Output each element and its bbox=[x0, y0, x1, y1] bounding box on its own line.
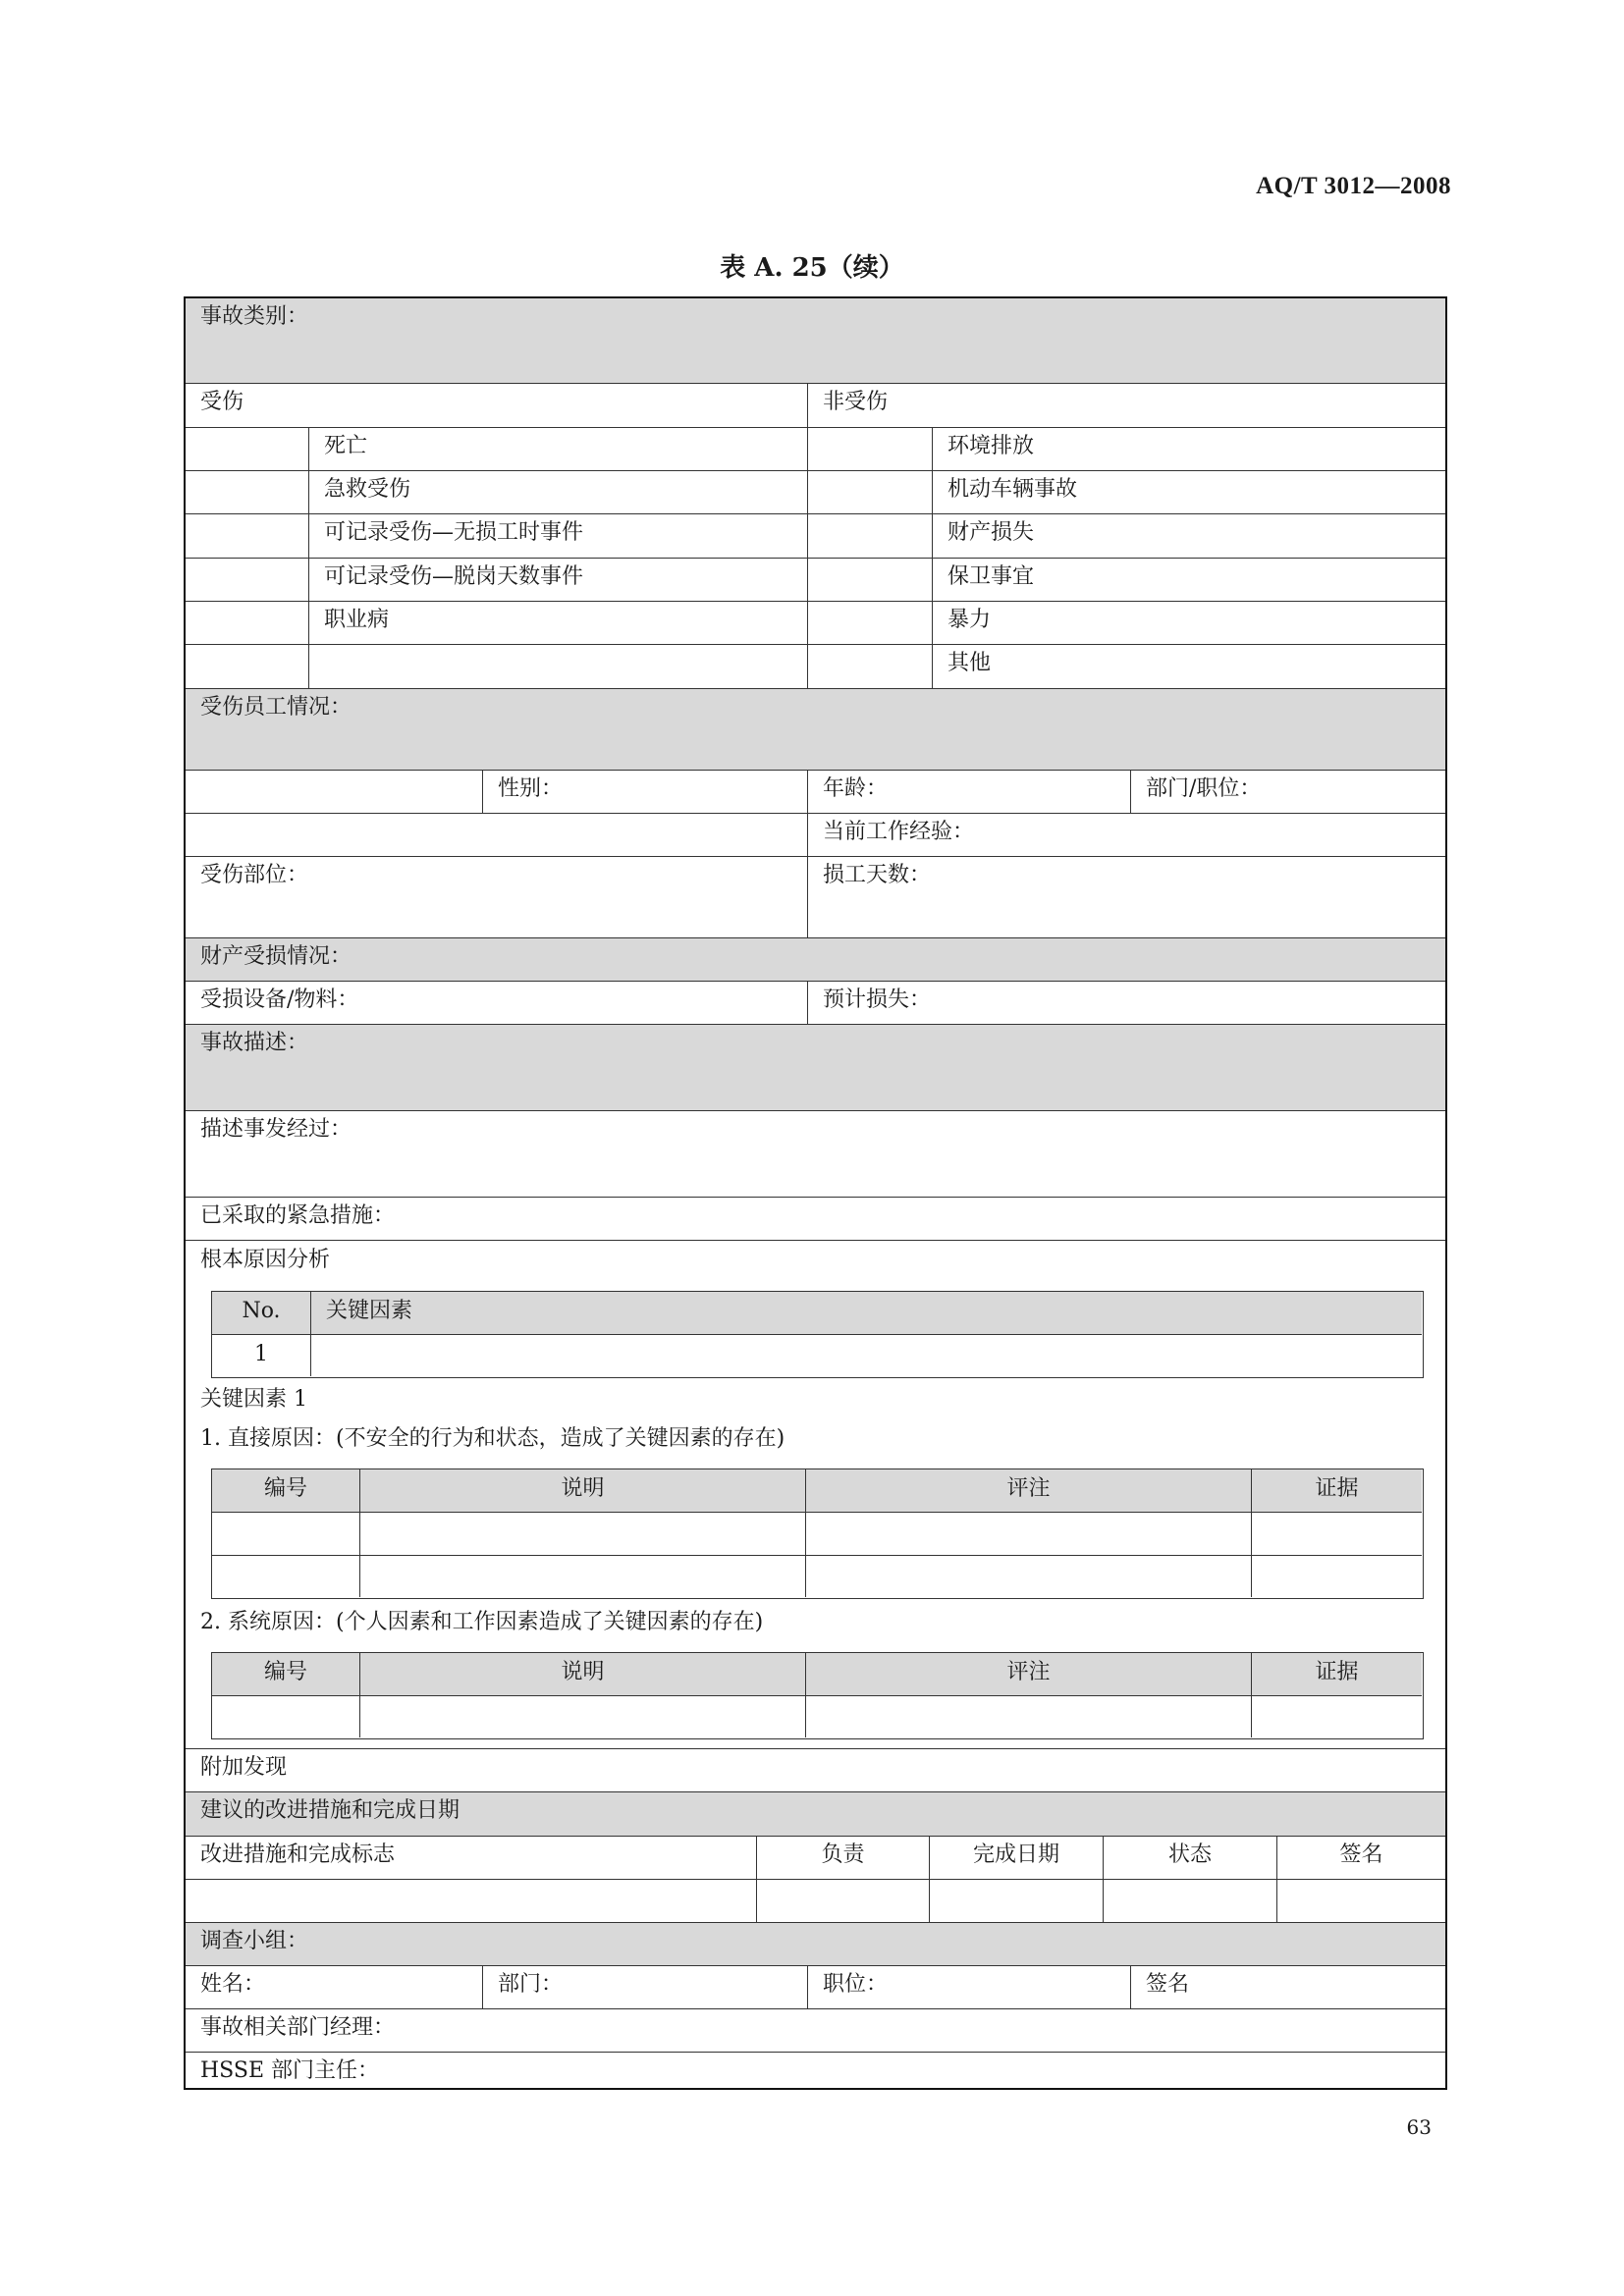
accident-description-title: 事故描述： bbox=[186, 1025, 1445, 1111]
injury-checkbox-cell[interactable] bbox=[186, 514, 309, 559]
additional-findings[interactable]: 附加发现 bbox=[186, 1749, 1445, 1792]
non-injury-item: 环境排放 bbox=[933, 428, 1445, 471]
gender-field[interactable]: 性别： bbox=[483, 771, 808, 814]
evidence-header: 证据 bbox=[1252, 1469, 1422, 1513]
explanation-header: 说明 bbox=[360, 1469, 806, 1513]
lost-work-days-field[interactable]: 损工天数： bbox=[808, 857, 1445, 938]
non-injury-checkbox-cell[interactable] bbox=[808, 428, 933, 471]
cause-cell[interactable] bbox=[212, 1556, 360, 1597]
cause-cell[interactable] bbox=[1252, 1513, 1422, 1556]
non-injury-checkbox-cell[interactable] bbox=[808, 559, 933, 602]
team-position-field[interactable]: 职位： bbox=[808, 1966, 1131, 2009]
improvement-cell[interactable] bbox=[757, 1880, 930, 1923]
table-title: 表 A. 25（续） bbox=[720, 253, 904, 283]
injury-item bbox=[309, 645, 808, 689]
injury-item: 可记录受伤—无损工时事件 bbox=[309, 514, 808, 559]
cause-cell[interactable] bbox=[806, 1513, 1252, 1556]
system-cause-title: 2. 系统原因：(个人因素和工作因素造成了关键因素的存在) bbox=[200, 1610, 764, 1634]
injury-checkbox-cell[interactable] bbox=[186, 428, 309, 471]
incident-process-field[interactable]: 描述事发经过： bbox=[186, 1111, 1445, 1198]
cause-cell[interactable] bbox=[806, 1556, 1252, 1597]
cause-cell[interactable] bbox=[360, 1513, 806, 1556]
comment-header: 评注 bbox=[806, 1469, 1252, 1513]
team-name-field[interactable]: 姓名： bbox=[186, 1966, 483, 2009]
department-manager-field[interactable]: 事故相关部门经理： bbox=[186, 2009, 1445, 2053]
blank-field[interactable] bbox=[186, 814, 808, 857]
system-cause-table bbox=[211, 1652, 1424, 1739]
number-header: 编号 bbox=[212, 1653, 360, 1696]
number-header: 编号 bbox=[212, 1469, 360, 1513]
root-cause-title: 根本原因分析 bbox=[200, 1248, 331, 1272]
non-injury-checkbox-cell[interactable] bbox=[808, 602, 933, 645]
damaged-equipment-field[interactable]: 受损设备/物料： bbox=[186, 982, 808, 1025]
non-injury-item: 财产损失 bbox=[933, 514, 1445, 559]
improvement-cell[interactable] bbox=[186, 1880, 757, 1923]
injury-checkbox-cell[interactable] bbox=[186, 559, 309, 602]
employee-name-field[interactable] bbox=[186, 771, 483, 814]
work-experience-field[interactable]: 当前工作经验： bbox=[808, 814, 1445, 857]
cause-cell[interactable] bbox=[212, 1696, 360, 1737]
emergency-measures-field[interactable]: 已采取的紧急措施： bbox=[186, 1198, 1445, 1241]
page-number: 63 bbox=[1406, 2115, 1432, 2139]
cause-cell[interactable] bbox=[360, 1556, 806, 1597]
evidence-header: 证据 bbox=[1252, 1653, 1422, 1696]
improvement-cell[interactable] bbox=[1104, 1880, 1277, 1923]
investigation-team-title: 调查小组： bbox=[186, 1923, 1445, 1966]
improvement-measure-header: 改进措施和完成标志 bbox=[186, 1837, 757, 1880]
signature-header: 签名 bbox=[1277, 1837, 1445, 1880]
cause-cell[interactable] bbox=[806, 1696, 1252, 1737]
improvement-cell[interactable] bbox=[930, 1880, 1104, 1923]
key-factor-number: 1 bbox=[212, 1335, 311, 1376]
cause-cell[interactable] bbox=[212, 1513, 360, 1556]
comment-header: 评注 bbox=[806, 1653, 1252, 1696]
non-injury-checkbox-cell[interactable] bbox=[808, 514, 933, 559]
team-department-field[interactable]: 部门： bbox=[483, 1966, 808, 2009]
property-damage-title: 财产受损情况： bbox=[186, 938, 1445, 982]
injury-checkbox-cell[interactable] bbox=[186, 645, 309, 689]
cause-cell[interactable] bbox=[1252, 1696, 1422, 1737]
key-factor-value[interactable] bbox=[311, 1335, 1422, 1376]
team-signature-field[interactable]: 签名 bbox=[1131, 1966, 1445, 2009]
responsible-header: 负责 bbox=[757, 1837, 930, 1880]
injury-checkbox-cell[interactable] bbox=[186, 471, 309, 514]
non-injury-item: 其他 bbox=[933, 645, 1445, 689]
accident-category-label: 事故类别： bbox=[186, 298, 1445, 384]
direct-cause-table bbox=[211, 1468, 1424, 1599]
injured-body-part-field[interactable]: 受伤部位： bbox=[186, 857, 808, 938]
estimated-loss-field[interactable]: 预计损失： bbox=[808, 982, 1445, 1025]
injury-header: 受伤 bbox=[186, 384, 808, 428]
completion-date-header: 完成日期 bbox=[930, 1837, 1104, 1880]
incident-report-form bbox=[184, 296, 1447, 2090]
non-injury-item: 暴力 bbox=[933, 602, 1445, 645]
injury-item: 可记录受伤—脱岗天数事件 bbox=[309, 559, 808, 602]
hsse-director-field[interactable]: HSSE 部门主任： bbox=[200, 2058, 379, 2083]
key-factor-header: 关键因素 bbox=[311, 1292, 1422, 1335]
cause-cell[interactable] bbox=[360, 1696, 806, 1737]
status-header: 状态 bbox=[1104, 1837, 1277, 1880]
injured-employee-title: 受伤员工情况： bbox=[186, 689, 1445, 771]
cause-cell[interactable] bbox=[1252, 1556, 1422, 1597]
injury-item: 职业病 bbox=[309, 602, 808, 645]
non-injury-checkbox-cell[interactable] bbox=[808, 645, 933, 689]
document-code: AQ/T 3012—2008 bbox=[1256, 173, 1451, 199]
injury-checkbox-cell[interactable] bbox=[186, 602, 309, 645]
non-injury-header: 非受伤 bbox=[808, 384, 1445, 428]
improvement-cell[interactable] bbox=[1277, 1880, 1445, 1923]
injury-item: 死亡 bbox=[309, 428, 808, 471]
non-injury-item: 机动车辆事故 bbox=[933, 471, 1445, 514]
key-factor-no-header: No. bbox=[212, 1292, 311, 1335]
non-injury-item: 保卫事宜 bbox=[933, 559, 1445, 602]
improvement-title: 建议的改进措施和完成日期 bbox=[186, 1792, 1445, 1837]
key-factor-table bbox=[211, 1291, 1424, 1378]
injury-item: 急救受伤 bbox=[309, 471, 808, 514]
explanation-header: 说明 bbox=[360, 1653, 806, 1696]
department-position-field[interactable]: 部门/职位： bbox=[1131, 771, 1445, 814]
non-injury-checkbox-cell[interactable] bbox=[808, 471, 933, 514]
direct-cause-title: 1. 直接原因：(不安全的行为和状态，造成了关键因素的存在) bbox=[200, 1426, 785, 1451]
age-field[interactable]: 年龄： bbox=[808, 771, 1131, 814]
key-factor-1-title: 关键因素 1 bbox=[200, 1387, 307, 1412]
